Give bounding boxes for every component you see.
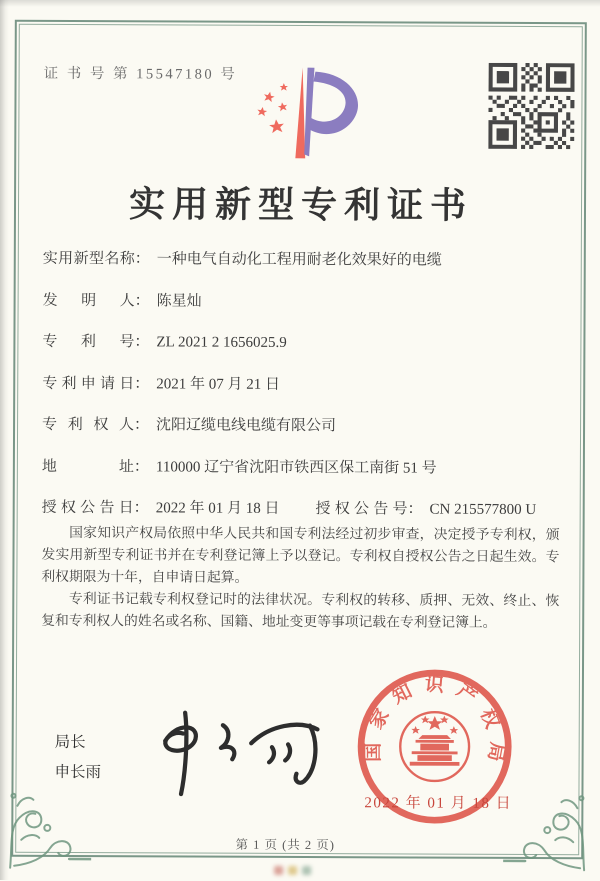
- colon: ：: [134, 292, 150, 309]
- field-label: 专利权人: [42, 416, 135, 434]
- commissioner-block: [54, 728, 101, 788]
- field-label: 专利申请日: [42, 375, 135, 392]
- legal-paragraph-2: 专利证书记载专利权登记时的法律状况。专利权的转移、质押、无效、终止、恢复和专利权人的姓名或名称、国籍、地址变更等事项记载在专利登记簿上。: [41, 591, 560, 631]
- field-patentee: [42, 415, 566, 437]
- field-value: 陈星灿: [156, 292, 202, 310]
- field-grant-number: [315, 499, 536, 520]
- seal-text: 国家知识产权局: [363, 674, 508, 775]
- field-patent-number: [42, 332, 566, 354]
- page-number: 第 1 页 (共 2 页): [235, 837, 335, 853]
- field-address: [42, 456, 566, 478]
- field-value: CN 215577800 U: [429, 501, 537, 519]
- next-page-edge-hint: [274, 866, 326, 877]
- cnipa-logo-icon: [234, 55, 372, 170]
- field-label: 发明人: [42, 292, 135, 309]
- colon: ：: [407, 501, 423, 518]
- field-label: 授权公告号: [315, 501, 408, 518]
- field-value: 2021 年 07 月 21 日: [156, 375, 281, 393]
- qr-code: [488, 63, 574, 149]
- commissioner-title: 局长: [54, 733, 86, 752]
- colon: ：: [133, 458, 149, 475]
- field-label: 地址: [41, 458, 134, 475]
- legal-paragraph-1: 国家知识产权局依照中华人民共和国专利法经过初步审查，决定授予专利权，颁发实用新型专利证书并在专利登记簿上予以登记。专利权自授权公告之日起生效。专利权期限为十年，自申请日起算。: [41, 524, 560, 585]
- field-value: 一种电气自动化工程用耐老化效果好的电缆: [156, 251, 442, 269]
- seal-date: 2022 年 01 月 18 日: [364, 795, 513, 812]
- field-grant-date-and-number: [42, 498, 566, 520]
- colon: ：: [134, 375, 150, 392]
- field-application-date: [42, 373, 566, 395]
- certificate-fields: [42, 249, 567, 542]
- field-value: ZL 2021 2 1656025.9: [156, 334, 287, 351]
- national-emblem-icon: [400, 712, 469, 781]
- certificate-number: 证 书 号 第 15547180 号: [43, 65, 238, 83]
- field-label: 授权公告日: [41, 499, 134, 517]
- field-inventor: [43, 290, 567, 312]
- field-value: 沈阳辽缆电线电缆有限公司: [156, 417, 337, 435]
- colon: ：: [134, 334, 150, 351]
- legal-text: [41, 522, 559, 635]
- commissioner-name: 申长雨: [54, 763, 102, 782]
- certificate-title: 实用新型专利证书: [128, 184, 474, 226]
- colon: ：: [134, 251, 150, 268]
- photo-edge-shadow-left: [0, 0, 9, 880]
- field-value: 2022 年 01 月 18 日: [155, 500, 280, 517]
- field-label: 实用新型名称: [42, 250, 135, 268]
- colon: ：: [134, 417, 150, 434]
- field-label: 专利号: [42, 333, 135, 351]
- commissioner-signature: [130, 699, 320, 804]
- colon: ：: [133, 500, 149, 517]
- field-utility-model-name: [43, 249, 567, 271]
- floral-corner-ornament-left: [3, 784, 91, 872]
- field-value: 110000 辽宁省沈阳市铁西区保工南街 51 号: [155, 458, 437, 477]
- photo-edge-shadow-top: [0, 0, 600, 7]
